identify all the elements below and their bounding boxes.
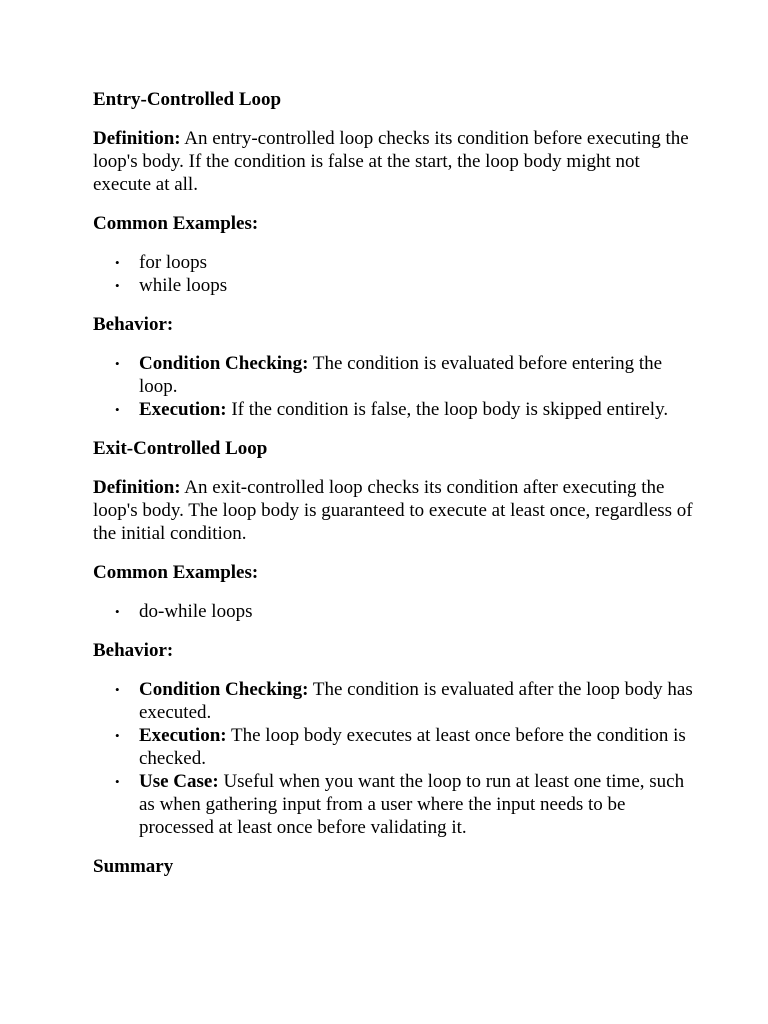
list-item: • for loops	[139, 251, 693, 274]
entry-examples-heading: Common Examples:	[93, 213, 259, 234]
entry-definition-label: Definition:	[93, 128, 181, 149]
behavior-text: If the condition is false, the loop body is skipped entirely.	[226, 399, 669, 420]
exit-examples-heading: Common Examples:	[93, 562, 259, 583]
behavior-text: The loop body executes at least once before the condition is checked.	[139, 725, 686, 769]
entry-loop-heading: Entry-Controlled Loop	[93, 89, 282, 110]
list-item	[139, 398, 693, 421]
entry-examples-list	[93, 251, 693, 297]
entry-behavior-list	[93, 352, 693, 421]
list-item	[139, 724, 693, 770]
exit-loop-heading: Exit-Controlled Loop	[93, 438, 268, 459]
entry-behavior-heading: Behavior:	[93, 314, 174, 335]
exit-behavior-list	[93, 678, 693, 839]
behavior-label: Use Case:	[139, 771, 219, 792]
behavior-text: The condition is evaluated before entering the loop.	[139, 353, 663, 397]
behavior-label: Execution:	[139, 399, 227, 420]
behavior-text: The condition is evaluated after the loop body has executed.	[139, 679, 693, 723]
list-item	[139, 352, 693, 398]
summary-heading: Summary	[93, 856, 174, 877]
list-item: • do-while loops	[139, 600, 693, 623]
behavior-text: Useful when you want the loop to run at least one time, such as when gathering input from a user where the input needs to be processed at least once before validating it.	[139, 771, 685, 838]
entry-definition-text: An entry-controlled loop checks its condition before executing the loop's body. If the condition is false at the start, the loop body might not execute at all.	[93, 128, 689, 195]
behavior-label: Condition Checking:	[139, 679, 309, 700]
behavior-label: Execution:	[139, 725, 227, 746]
exit-behavior-heading: Behavior:	[93, 640, 174, 661]
document-page	[93, 88, 693, 878]
exit-definition	[93, 476, 693, 545]
exit-definition-text: An exit-controlled loop checks its condition after executing the loop's body. The loop body is guaranteed to execute at least once, regardless of the initial condition.	[93, 477, 693, 544]
exit-definition-label: Definition:	[93, 477, 181, 498]
exit-examples-list	[93, 600, 693, 623]
list-item: • while loops	[139, 274, 693, 297]
list-item	[139, 678, 693, 724]
entry-definition	[93, 127, 693, 196]
behavior-label: Condition Checking:	[139, 353, 309, 374]
list-item	[139, 770, 693, 839]
